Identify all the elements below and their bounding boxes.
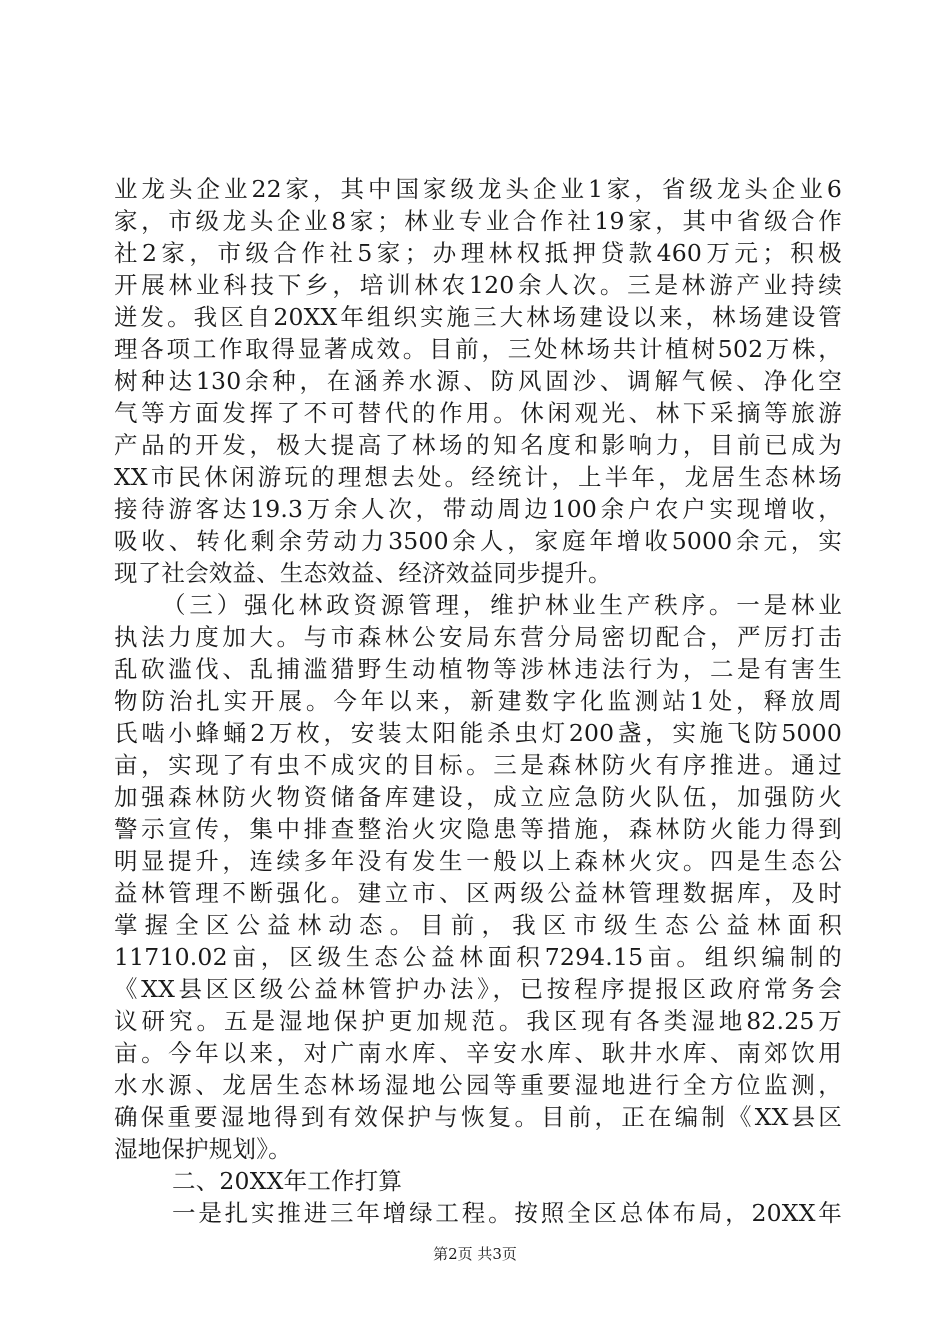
- page-footer: 第2页 共3页: [433, 1245, 517, 1263]
- body-text-line: 产品的开发，极大提高了林场的知名度和影响力，目前已成为: [114, 431, 842, 459]
- body-text-line: 乱砍滥伐、乱捕滥猎野生动植物等涉林违法行为，二是有害生: [114, 655, 842, 683]
- body-text-line: 水水源、龙居生态林场湿地公园等重要湿地进行全方位监测，: [114, 1071, 842, 1099]
- body-text-line: 加强森林防火物资储备库建设，成立应急防火队伍，加强防火: [114, 783, 842, 811]
- body-text-line: 迸发。我区自20XX年组织实施三大林场建设以来，林场建设管: [114, 303, 842, 331]
- body-text-line: 亩。今年以来，对广南水库、辛安水库、耿井水库、南郊饮用: [114, 1039, 842, 1067]
- body-text-line: 警示宣传，集中排查整治火灾隐患等措施，森林防火能力得到: [114, 815, 842, 843]
- body-text-line: 开展林业科技下乡，培训林农120余人次。三是林游产业持续: [114, 271, 842, 299]
- body-text-line: 树种达130余种，在涵养水源、防风固沙、调解气候、净化空: [114, 367, 842, 395]
- body-text-line: 接待游客达19.3万余人次，带动周边100余户农户实现增收，: [114, 495, 842, 523]
- body-text-line: 议研究。五是湿地保护更加规范。我区现有各类湿地82.25万: [114, 1007, 842, 1035]
- section-heading: 二、20XX年工作打算: [172, 1167, 403, 1195]
- body-text-line: XX市民休闲游玩的理想去处。经统计，上半年，龙居生态林场: [114, 463, 842, 491]
- body-text-line: 气等方面发挥了不可替代的作用。休闲观光、林下采摘等旅游: [114, 399, 842, 427]
- body-text-line: 亩，实现了有虫不成灾的目标。三是森林防火有序推进。通过: [114, 751, 842, 779]
- body-text-line: 确保重要湿地得到有效保护与恢复。目前，正在编制《XX县区: [114, 1103, 842, 1131]
- section-heading-line: （三）强化林政资源管理，维护林业生产秩序。一是林业: [162, 591, 842, 619]
- body-text-line: 11710.02亩，区级生态公益林面积7294.15亩。组织编制的: [114, 943, 842, 971]
- body-text-line: 执法力度加大。与市森林公安局东营分局密切配合，严厉打击: [114, 623, 842, 651]
- body-text-line: 益林管理不断强化。建立市、区两级公益林管理数据库，及时: [114, 879, 842, 907]
- body-text-line: 明显提升，连续多年没有发生一般以上森林火灾。四是生态公: [114, 847, 842, 875]
- body-text-line: 理各项工作取得显著成效。目前，三处林场共计植树502万株，: [114, 335, 842, 363]
- body-text-line: 《XX县区区级公益林管护办法》，已按程序提报区政府常务会: [114, 975, 842, 1003]
- paragraph-end-line: 现了社会效益、生态效益、经济效益同步提升。: [114, 559, 612, 587]
- body-text-line: 氏啮小蜂蛹2万枚，安装太阳能杀虫灯200盏，实施飞防5000: [114, 719, 842, 747]
- body-text-line: 一是扎实推进三年增绿工程。按照全区总体布局，20XX年: [172, 1199, 842, 1227]
- body-text-line: 家，市级龙头企业8家；林业专业合作社19家，其中省级合作: [114, 207, 842, 235]
- body-text-line: 吸收、转化剩余劳动力3500余人，家庭年增收5000余元，实: [114, 527, 842, 555]
- body-text-line: 掌握全区公益林动态。目前，我区市级生态公益林面积: [114, 911, 842, 939]
- body-text-line: 社2家，市级合作社5家；办理林权抵押贷款460万元；积极: [114, 239, 842, 267]
- paragraph-end-line: 湿地保护规划》。: [114, 1135, 292, 1163]
- body-text-line: 物防治扎实开展。今年以来，新建数字化监测站1处，释放周: [114, 687, 842, 715]
- body-text-line: 业龙头企业22家，其中国家级龙头企业1家，省级龙头企业6: [114, 175, 842, 203]
